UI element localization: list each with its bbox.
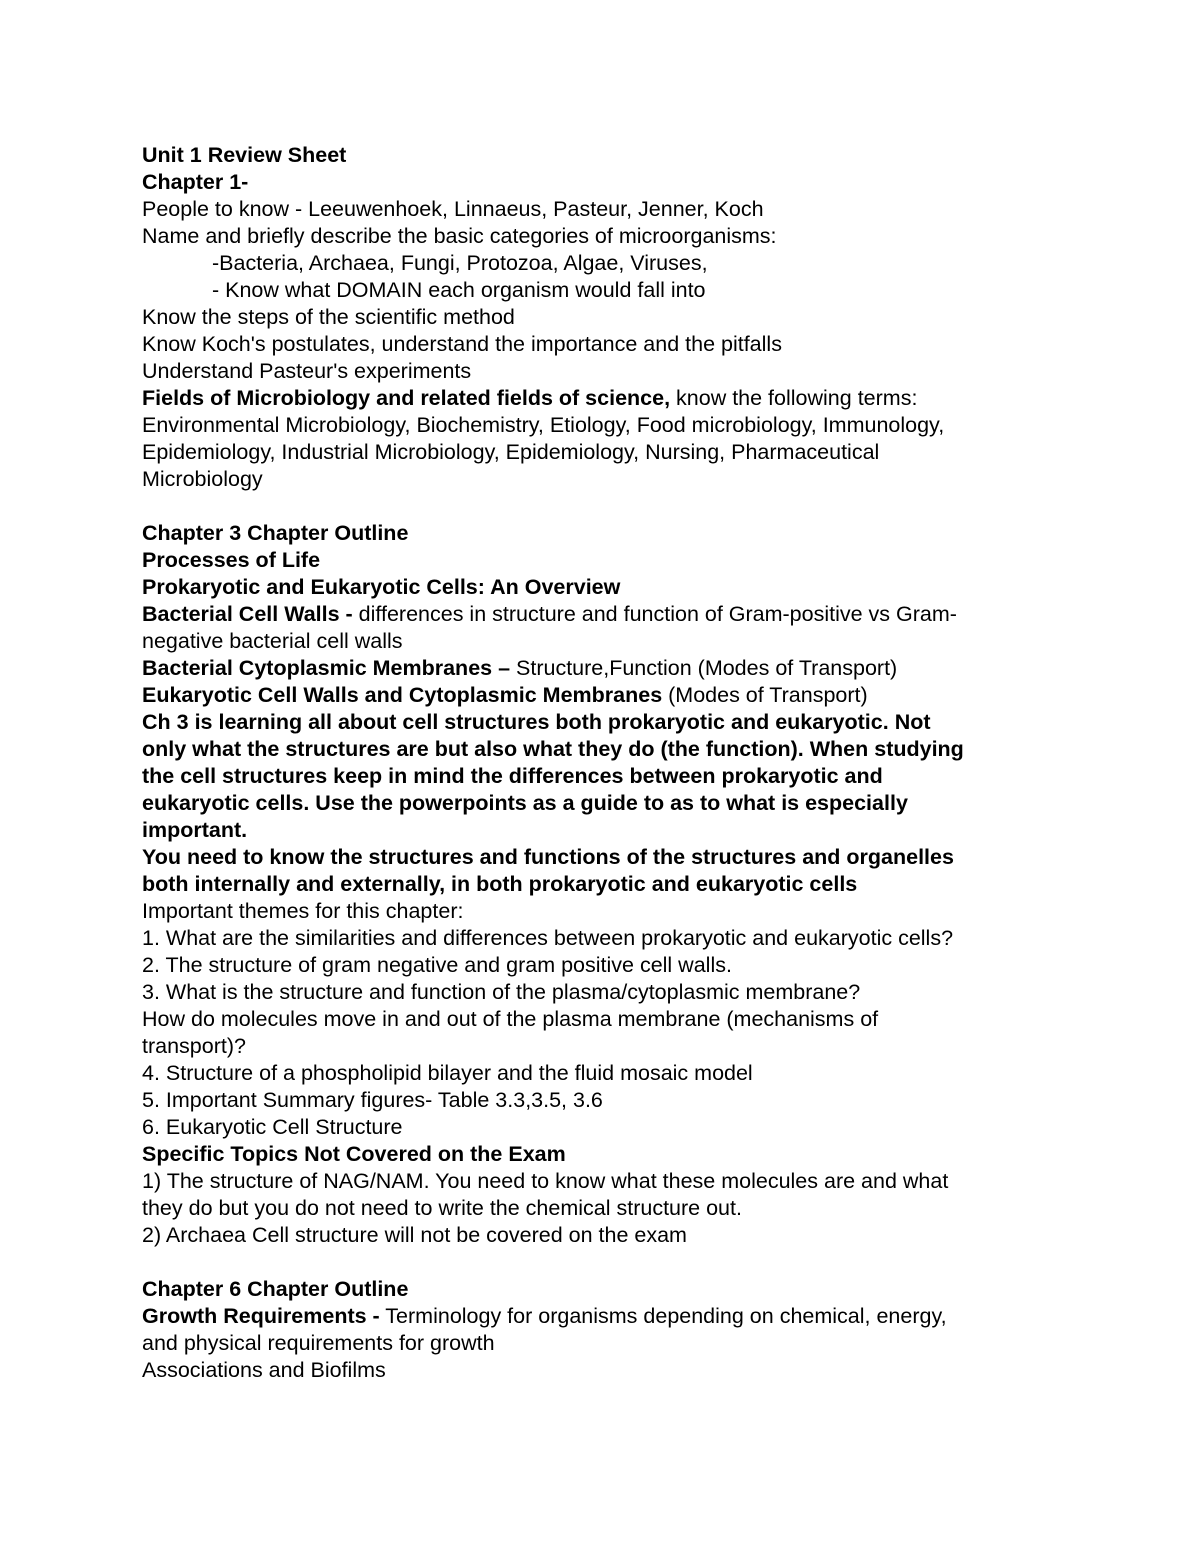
structures-paragraph-line: You need to know the structures and functions of the structures and organelles (142, 845, 954, 869)
chapter-3-paragraph-line: the cell structures keep in mind the differences between prokaryotic and (142, 764, 883, 788)
theme-item: 6. Eukaryotic Cell Structure (142, 1115, 403, 1139)
scientific-method-note: Know the steps of the scientific method (142, 305, 515, 329)
spacer (142, 493, 1052, 520)
not-covered-item: 2) Archaea Cell structure will not be covered on the exam (142, 1223, 687, 1247)
koch-postulates-note: Know Koch's postulates, understand the importance and the pitfalls (142, 332, 782, 356)
fields-terms-line-3: Microbiology (142, 467, 263, 491)
theme-item: How do molecules move in and out of the plasma membrane (mechanisms of (142, 1007, 879, 1031)
fields-terms-line-2: Epidemiology, Industrial Microbiology, Epidemiology, Nursing, Pharmaceutical (142, 440, 880, 464)
document-body (142, 142, 1052, 1384)
cell-walls-description: differences in structure and function of Gram-positive vs Gram- (352, 602, 957, 626)
fields-terms-line-1: Environmental Microbiology, Biochemistry, Etiology, Food microbiology, Immunology, (142, 413, 945, 437)
categories-list: -Bacteria, Archaea, Fungi, Protozoa, Algae, Viruses, (212, 251, 708, 275)
theme-item: 3. What is the structure and function of the plasma/cytoplasmic membrane? (142, 980, 861, 1004)
cytoplasmic-membranes-heading: Bacterial Cytoplasmic Membranes – (142, 656, 511, 680)
cell-walls-line (142, 601, 1052, 628)
eukaryotic-walls-description: (Modes of Transport) (662, 683, 868, 707)
cell-walls-description-cont: negative bacterial cell walls (142, 629, 403, 653)
chapter-3-paragraph-line: only what the structures are but also what they do (the function). When studying (142, 737, 964, 761)
theme-item: transport)? (142, 1034, 246, 1058)
chapter-3-paragraph-line: important. (142, 818, 248, 842)
chapter-3-paragraph-line: Ch 3 is learning all about cell structures both prokaryotic and eukaryotic. Not (142, 710, 931, 734)
fields-instruction: know the following terms: (670, 386, 918, 410)
chapter-3-heading: Chapter 3 Chapter Outline (142, 521, 409, 545)
theme-item: 1. What are the similarities and differences between prokaryotic and eukaryotic cells? (142, 926, 954, 950)
document-title: Unit 1 Review Sheet (142, 143, 347, 167)
cytoplasmic-membranes-line (142, 655, 1052, 682)
theme-item: 4. Structure of a phospholipid bilayer and the fluid mosaic model (142, 1061, 753, 1085)
theme-item: 5. Important Summary figures- Table 3.3,3.5, 3.6 (142, 1088, 603, 1112)
growth-requirements-description-cont: and physical requirements for growth (142, 1331, 495, 1355)
growth-requirements-heading: Growth Requirements - (142, 1304, 380, 1328)
people-to-know: People to know - Leeuwenhoek, Linnaeus, Pasteur, Jenner, Koch (142, 197, 764, 221)
structures-paragraph-line: both internally and externally, in both prokaryotic and eukaryotic cells (142, 872, 858, 896)
growth-requirements-description: Terminology for organisms depending on chemical, energy, (379, 1304, 947, 1328)
spacer (142, 1249, 1052, 1276)
cell-walls-heading: Bacterial Cell Walls - (142, 602, 353, 626)
pasteur-note: Understand Pasteur's experiments (142, 359, 472, 383)
growth-requirements-line (142, 1303, 1052, 1330)
theme-item: 2. The structure of gram negative and gram positive cell walls. (142, 953, 732, 977)
cells-overview-heading: Prokaryotic and Eukaryotic Cells: An Overview (142, 575, 621, 599)
domain-note: - Know what DOMAIN each organism would fall into (212, 278, 706, 302)
chapter-3-paragraph-line: eukaryotic cells. Use the powerpoints as a guide to as to what is especially (142, 791, 908, 815)
not-covered-item: they do but you do not need to write the chemical structure out. (142, 1196, 742, 1220)
eukaryotic-walls-heading: Eukaryotic Cell Walls and Cytoplasmic Membranes (142, 683, 663, 707)
cytoplasmic-membranes-description: Structure,Function (Modes of Transport) (510, 656, 898, 680)
associations-biofilms: Associations and Biofilms (142, 1358, 386, 1382)
fields-heading: Fields of Microbiology and related fields of science, (142, 386, 671, 410)
processes-of-life-heading: Processes of Life (142, 548, 321, 572)
fields-line (142, 385, 1052, 412)
categories-intro: Name and briefly describe the basic categories of microorganisms: (142, 224, 777, 248)
chapter-1-heading: Chapter 1- (142, 170, 249, 194)
eukaryotic-walls-line (142, 682, 1052, 709)
not-covered-item: 1) The structure of NAG/NAM. You need to know what these molecules are and what (142, 1169, 949, 1193)
not-covered-heading: Specific Topics Not Covered on the Exam (142, 1142, 566, 1166)
themes-intro: Important themes for this chapter: (142, 899, 464, 923)
chapter-6-heading: Chapter 6 Chapter Outline (142, 1277, 409, 1301)
